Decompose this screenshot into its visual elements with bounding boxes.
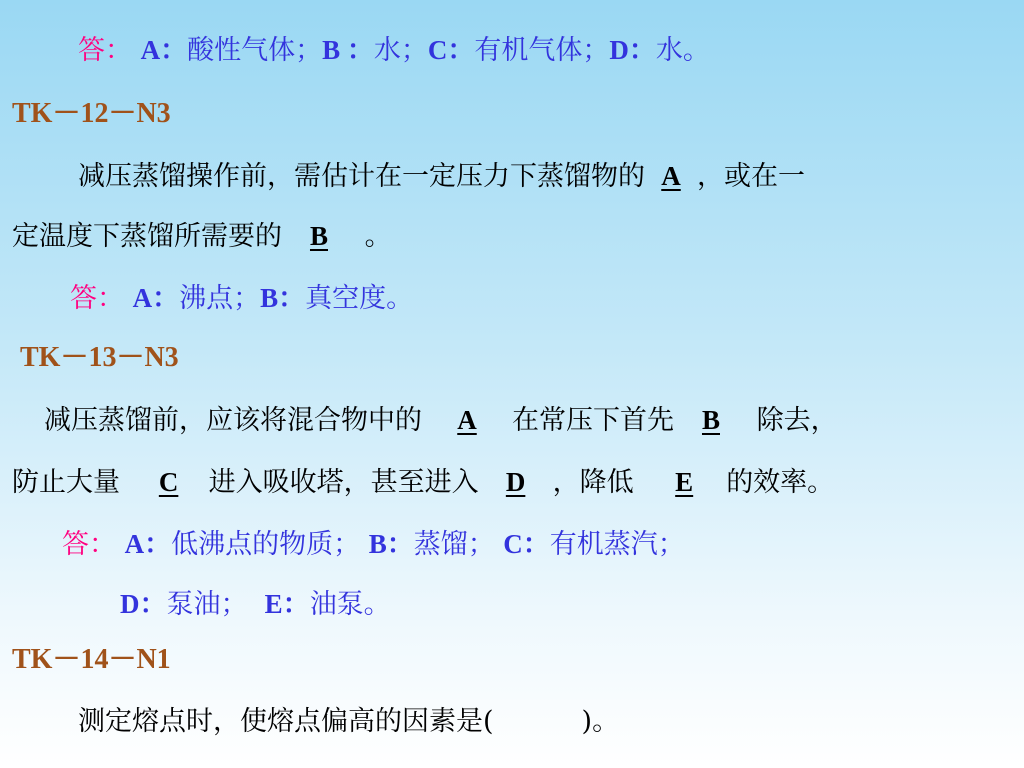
question-text: 测定熔点时，使熔点偏高的因素是(	[78, 706, 494, 737]
answer-text-b: 蒸馏；	[413, 529, 495, 560]
answer-text-d: 泵油；	[166, 589, 248, 620]
question-code-13: TK－13－N3	[20, 342, 179, 373]
question-text: 进入吸收塔，甚至进入	[208, 467, 479, 498]
blank-b: B	[309, 221, 328, 251]
answer-text-b: 真空度。	[305, 283, 414, 314]
answer-text-b: 水；	[373, 35, 428, 66]
question-code-12: TK－12－N3	[12, 98, 171, 129]
answer-key-e: E：	[264, 589, 310, 619]
question-text: 除去，	[748, 405, 838, 436]
question-text-close: )。	[581, 706, 620, 737]
answer-key-a: A：	[132, 283, 180, 313]
answer-label: 答：	[78, 35, 132, 66]
blank-a: A	[661, 161, 681, 191]
answer-key-c: C：	[427, 35, 475, 65]
question-text: ，降低	[552, 467, 643, 498]
question-13-line-2	[12, 464, 834, 501]
answer-key-d: D：	[120, 589, 167, 619]
question-text: 减压蒸馏操作前，需估计在一定压力下蒸馏物的	[78, 161, 645, 192]
answer-text-a: 低沸点的物质；	[171, 529, 361, 560]
answer-line-12	[70, 280, 413, 317]
question-text: 在常压下首先	[512, 405, 674, 436]
answer-text-d: 水。	[655, 35, 710, 66]
question-12-line-2	[12, 218, 392, 255]
answer-label: 答：	[70, 283, 124, 314]
question-13-line-1	[44, 402, 838, 439]
answer-text-a: 酸性气体；	[187, 35, 323, 66]
answer-key-d: D：	[609, 35, 656, 65]
answer-line-13b	[120, 586, 391, 623]
answer-key-a: A：	[124, 529, 172, 559]
answer-text-a: 沸点；	[179, 283, 261, 314]
question-text: 防止大量	[12, 467, 129, 498]
blank-a: A	[457, 405, 477, 435]
question-text: 减压蒸馏前，应该将混合物中的	[44, 405, 422, 436]
answer-key-c: C：	[503, 529, 550, 559]
answer-text-c: 有机气体；	[474, 35, 610, 66]
answer-key-b: B ：	[322, 35, 374, 65]
question-text: 的效率。	[726, 467, 835, 498]
blank-b: B	[701, 405, 720, 435]
answer-text-e: 油泵。	[309, 589, 391, 620]
answer-key-b: B：	[260, 283, 306, 313]
answer-text-c: 有机蒸汽；	[549, 529, 685, 560]
answer-label: 答：	[62, 529, 116, 560]
blank-c: C	[158, 467, 179, 497]
answer-line-13a	[62, 526, 685, 563]
question-14-line-1	[78, 704, 619, 740]
answer-line-1	[78, 32, 710, 69]
blank-e: E	[675, 467, 694, 497]
question-12-line-1	[78, 158, 805, 195]
question-text: ，或在一	[697, 161, 805, 192]
answer-key-b: B：	[368, 529, 414, 559]
question-code-14: TK－14－N1	[12, 644, 171, 675]
blank-d: D	[505, 467, 526, 497]
answer-key-a: A：	[140, 35, 188, 65]
question-text: 。	[356, 221, 392, 252]
question-text: 定温度下蒸馏所需要的	[12, 221, 282, 252]
